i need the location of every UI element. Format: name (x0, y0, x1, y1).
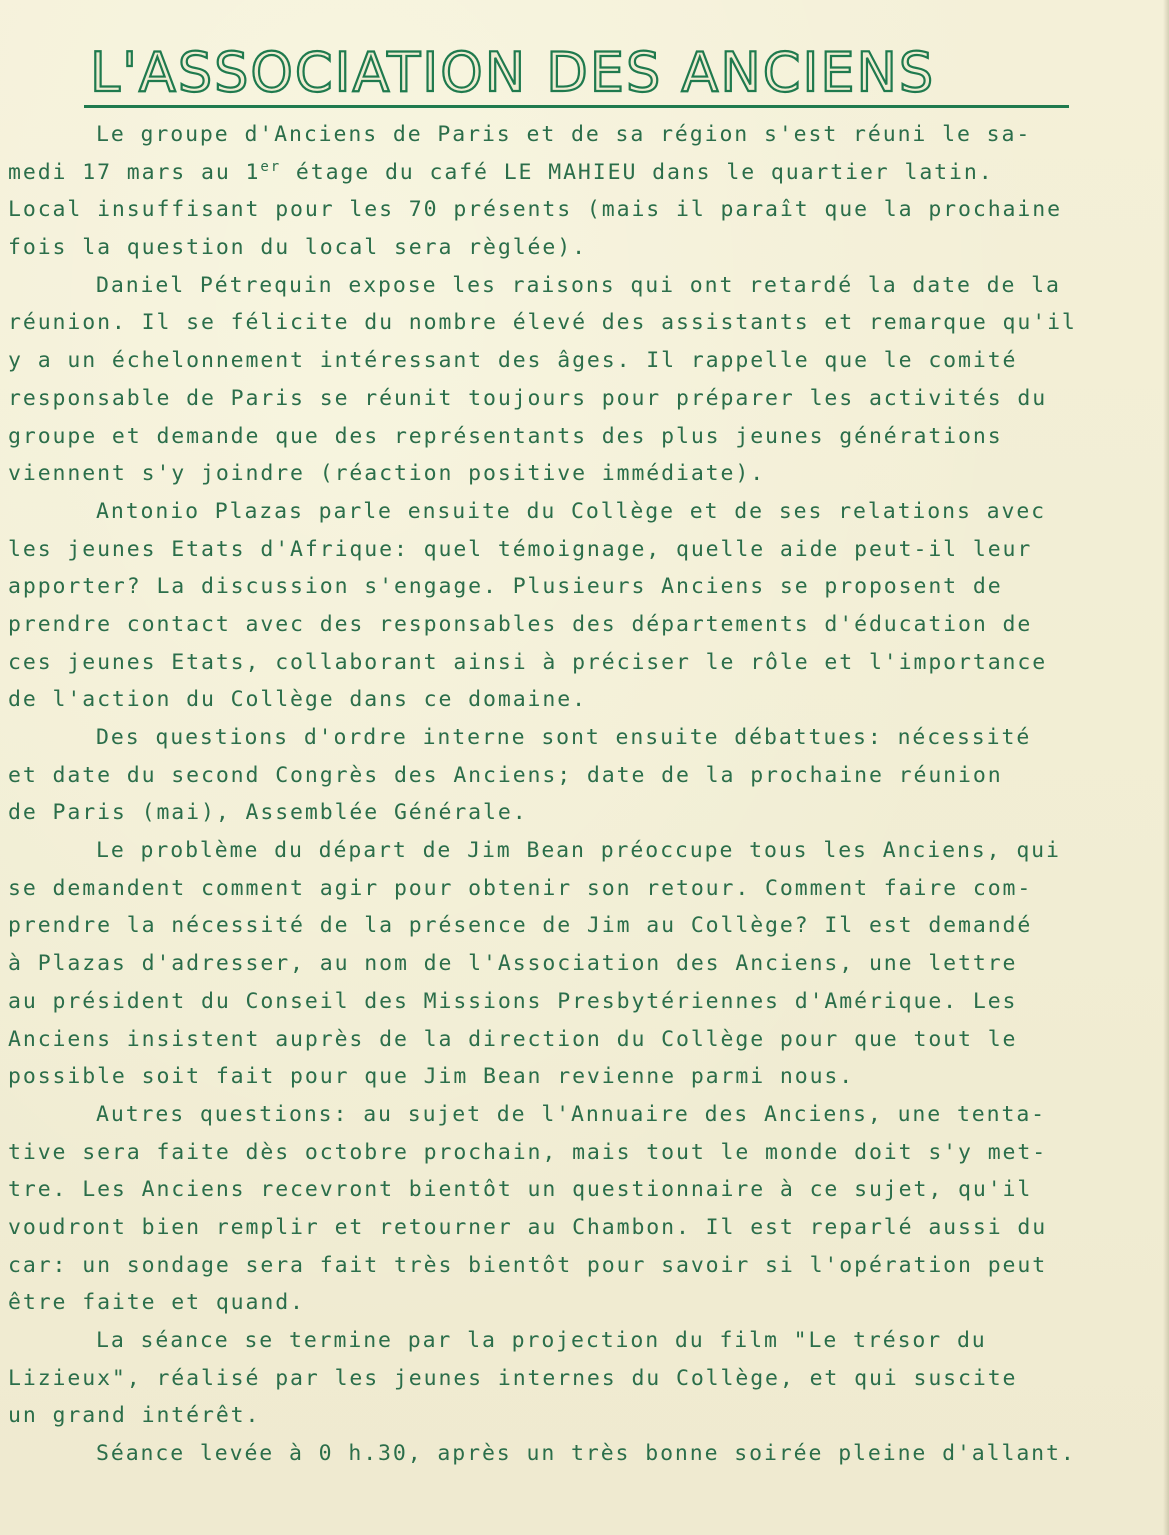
document-title: L'ASSOCIATION DES ANCIENS (90, 41, 936, 104)
text-line: Des questions d'ordre interne sont ensuite débattues: nécessité (96, 725, 1032, 750)
text-line: viennent s'y joindre (réaction positive immédiate). (8, 461, 766, 487)
text-line: tive sera faite dès octobre prochain, mais tout le monde doit s'y met- (8, 1139, 1048, 1165)
text-line: à Plazas d'adresser, au nom de l'Association des Anciens, une lettre (8, 951, 1018, 977)
text-line: Lizieux", réalisé par les jeunes internes du Collège, et qui suscite (8, 1365, 1018, 1391)
text-line: Le groupe d'Anciens de Paris et de sa région s'est réuni le sa- (96, 122, 1032, 147)
text-line: La séance se termine par la projection du film "Le trésor du (96, 1328, 987, 1353)
text-line: apporter? La discussion s'engage. Plusieurs Anciens se proposent de (8, 574, 1003, 600)
text-line: Local insuffisant pour les 70 présents (mais il paraît que la prochaine (8, 197, 1062, 223)
text-line: responsable de Paris se réunit toujours pour préparer les activités du (8, 385, 1048, 411)
text-line: et date du second Congrès des Anciens; date de la prochaine réunion (8, 762, 1003, 788)
text-line (8, 154, 1108, 192)
document-body (8, 116, 1108, 1473)
text-line: prendre la nécessité de la présence de Jim au Collège? Il est demandé (8, 913, 1033, 939)
text-line: Séance levée à 0 h.30, après un très bonne soirée pleine d'allant. (96, 1441, 1076, 1467)
text-line: au président du Conseil des Missions Presbytériennes d'Amérique. Les (8, 988, 1018, 1014)
text-line: Antonio Plazas parle ensuite du Collège et de ses relations avec (96, 498, 1047, 524)
text-line: y a un échelonnement intéressant des âges. Il rappelle que le comité (8, 348, 1018, 374)
title-block (84, 42, 1069, 108)
text-line: car: un sondage sera fait très bientôt pour savoir si l'opération peut (8, 1252, 1048, 1278)
text-line: les jeunes Etats d'Afrique: quel témoignage, quelle aide peut-il leur (8, 536, 1033, 562)
text-line: Le problème du départ de Jim Bean préoccupe tous les Anciens, qui (96, 838, 1061, 864)
text-line: fois la question du local sera règlée). (8, 235, 587, 261)
text-segment: étage du café LE MAHIEU dans le quartier latin. (281, 159, 994, 185)
text-line: être faite et quand. (8, 1290, 305, 1316)
text-line: de l'action du Collège dans ce domaine. (8, 687, 587, 713)
superscript: er (260, 158, 282, 175)
text-line: Anciens insistent auprès de la direction du Collège pour que tout le (8, 1026, 1018, 1052)
scan-edge (1163, 0, 1169, 1535)
text-line: Daniel Pétrequin expose les raisons qui ont retardé la date de la (96, 272, 1061, 298)
text-line: tre. Les Anciens recevront bientôt un questionnaire à ce sujet, qu'il (8, 1177, 1033, 1203)
text-line: groupe et demande que des représentants des plus jeunes générations (8, 423, 1003, 449)
text-line: possible soit fait pour que Jim Bean revienne parmi nous. (8, 1064, 855, 1090)
text-line: se demandent comment agir pour obtenir son retour. Comment faire com- (8, 875, 1033, 901)
text-line: de Paris (mai), Assemblée Générale. (8, 800, 528, 826)
text-line: un grand intérêt. (8, 1403, 261, 1429)
text-line: voudront bien remplir et retourner au Chambon. Il est reparlé aussi du (8, 1214, 1048, 1240)
text-line: réunion. Il se félicite du nombre élevé des assistants et remarque qu'il (8, 310, 1077, 336)
text-line: Autres questions: au sujet de l'Annuaire des Anciens, une tenta- (96, 1101, 1047, 1127)
text-segment: medi 17 mars au 1 (8, 159, 261, 185)
text-line: ces jeunes Etats, collaborant ainsi à préciser le rôle et l'importance (8, 649, 1048, 675)
text-line: prendre contact avec des responsables des départements d'éducation de (8, 611, 1033, 637)
